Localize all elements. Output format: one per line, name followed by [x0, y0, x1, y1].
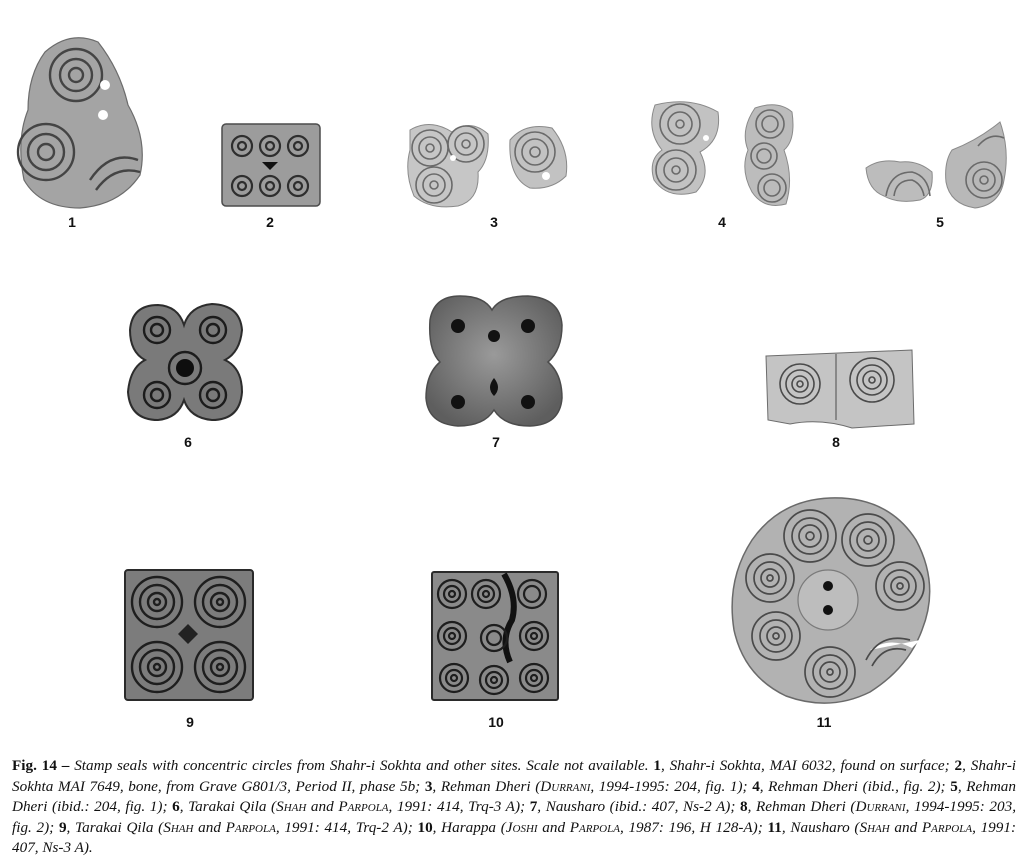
seal-10-image	[432, 572, 558, 700]
seal-4-image	[652, 102, 793, 206]
caption-label: Fig. 14 –	[12, 757, 70, 774]
caption-entry-6: 6, Tarakai Qila (Shah and Parpola, 1991: 414, Trq-3 A);	[172, 798, 526, 816]
seal-8-image	[766, 350, 914, 428]
seal-5-image	[866, 122, 1006, 208]
caption-entry-5: 5, Rehman Dheri (ibid.: 204, fig. 1);	[12, 777, 1016, 816]
figure-number-3: 3	[490, 214, 498, 230]
figure-number-7: 7	[492, 434, 500, 450]
figure-number-8: 8	[832, 434, 840, 450]
caption-entry-1: 1, Shahr-i Sokhta, MAI 6032, found on surface;	[653, 757, 950, 774]
figure-number-2: 2	[266, 214, 274, 230]
caption-entry-9: 9, Tarakai Qila (Shah and Parpola, 1991: 414, Trq-2 A);	[58, 818, 413, 836]
seal-1-image	[18, 38, 142, 208]
seal-9-image	[125, 570, 253, 700]
seal-2-image	[222, 124, 320, 206]
figure-number-6: 6	[184, 434, 192, 450]
caption-entry-2: 2, Shahr-i Sokhta MAI 7649, bone, from Grave G801/3, Period II, phase 5b;	[12, 757, 1017, 795]
figure-number-5: 5	[936, 214, 944, 230]
figure-number-11: 11	[816, 714, 832, 730]
caption-intro: Stamp seals with concentric circles from Shahr-i Sokhta and other sites. Scale not available.	[74, 757, 649, 774]
seal-3-image	[408, 124, 567, 206]
seal-11-image	[732, 498, 930, 703]
seal-6-image	[128, 304, 242, 420]
caption-entry-11: 11, Nausharo (Shah and Parpola, 1991: 407, Ns-3 A).	[12, 818, 1017, 857]
seal-7-image	[426, 296, 562, 426]
figure-number-9: 9	[186, 714, 194, 730]
caption-entry-8: 8, Rehman Dheri (Durrani, 1994-1995: 203, fig. 2);	[12, 798, 1017, 836]
figure-number-4: 4	[718, 214, 726, 230]
caption-entry-3: 3, Rehman Dheri (Durrani, 1994-1995: 204, fig. 1);	[424, 777, 748, 795]
caption-entry-4: 4, Rehman Dheri (ibid., fig. 2);	[752, 777, 946, 795]
caption-entry-10: 10, Harappa (Joshi and Parpola, 1987: 196, H 128-A);	[417, 818, 763, 836]
figure-number-1: 1	[68, 214, 76, 230]
caption-entry-7: 7, Nausharo (ibid.: 407, Ns-2 A);	[529, 798, 736, 816]
figure-caption	[12, 756, 1016, 859]
figure-number-10: 10	[488, 714, 504, 730]
